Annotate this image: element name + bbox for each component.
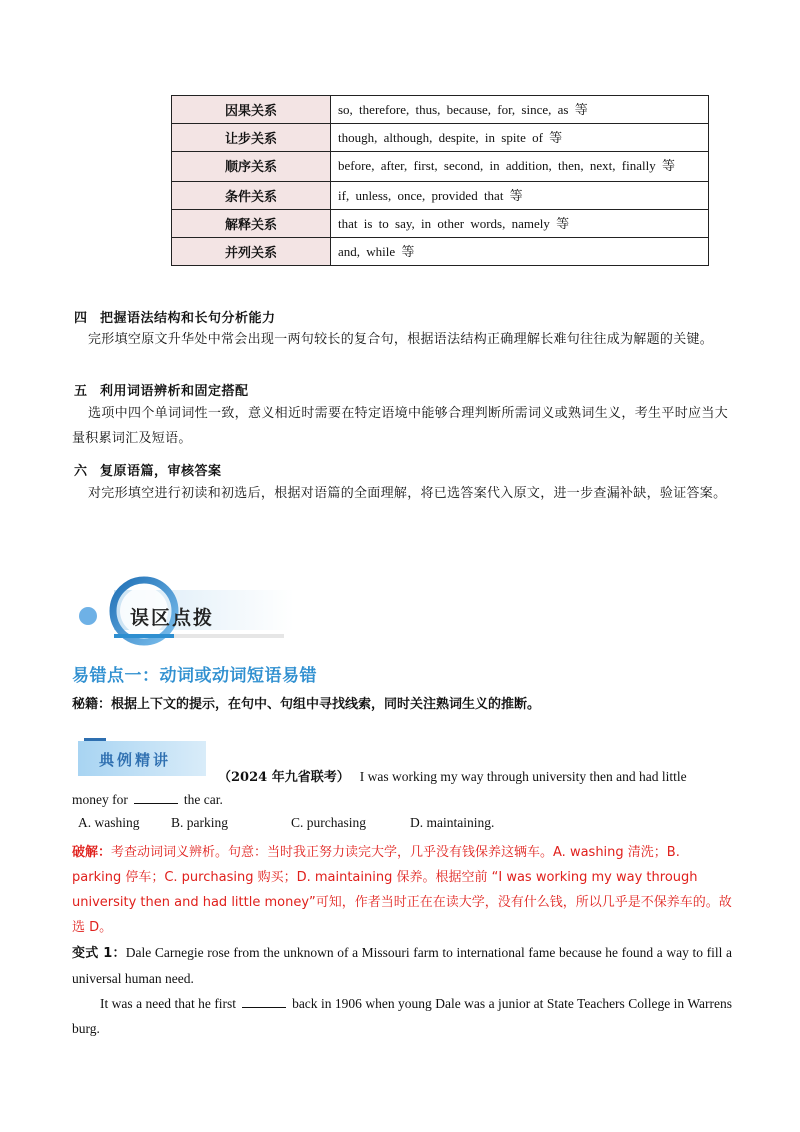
examples-cell: so, therefore, thus, because, for, since, as 等 xyxy=(331,96,709,124)
analysis-label: 破解： xyxy=(72,845,112,860)
example-sentence-line1 xyxy=(218,766,687,785)
section-title: 复原语篇，审核答案 xyxy=(100,464,222,479)
example-badge-label: 典例精讲 xyxy=(99,751,172,769)
examples-cell: and, while 等 xyxy=(331,238,709,266)
section-title: 把握语法结构和长句分析能力 xyxy=(100,311,276,326)
examples-cell: before, after, first, second, in addition, then, next, finally 等 xyxy=(331,152,709,182)
table-row xyxy=(172,124,709,152)
option-c: C. purchasing xyxy=(291,815,366,830)
table-row xyxy=(172,182,709,210)
example-source: （2024 年九省联考） xyxy=(218,770,350,785)
error-point-title: 易错点一：动词或动词短语易错 xyxy=(72,666,317,686)
example-sentence-before-blank: money for xyxy=(72,792,128,807)
answer-blank xyxy=(134,791,178,804)
table-row xyxy=(172,210,709,238)
table-row xyxy=(172,238,709,266)
variant-block xyxy=(72,940,732,1041)
category-cell: 条件关系 xyxy=(172,182,331,210)
examples-cell: if, unless, once, provided that 等 xyxy=(331,182,709,210)
example-sentence-after-blank: the car. xyxy=(183,792,223,807)
section-number: 五 xyxy=(74,384,88,399)
variant-para2-before: It was a need that he first xyxy=(100,996,237,1011)
section-paragraph: 完形填空原文升华处中常会出现一两句较长的复合句，根据语法结构正确理解长难句往往成为解题的关键。 xyxy=(88,332,714,347)
option-b: B. parking xyxy=(171,815,228,830)
example-sentence-line2 xyxy=(72,791,223,808)
section-paragraph: 选项中四个单词词性一致，意义相近时需要在特定语境中能够合理判断所需词义或熟词生义，考生平时应当大量积累词汇及短语。 xyxy=(72,406,728,446)
examples-cell: that is to say, in other words, namely 等 xyxy=(331,210,709,238)
analysis-block xyxy=(72,840,732,940)
variant-label: 变式 1： xyxy=(72,946,126,961)
tip-text: 秘籍：根据上下文的提示，在句中、句组中寻找线索，同时关注熟词生义的推断。 xyxy=(72,697,541,712)
option-d: D. maintaining. xyxy=(410,815,495,830)
variant-para2 xyxy=(72,991,732,1041)
analysis-text: 考查动词词义辨析。句意：当时我正努力读完大学，几乎没有钱保养这辆车。A. washing 清洗；B. parking 停车；C. purchasing 购买；D. maintaining 保养。根据空前 “I was working my way through university then and had little money”可知，作者当时正在在读大学，没有什么钱，所以几乎是不保养车的。故选 D。 xyxy=(72,845,732,935)
banner-title: 误区点拨 xyxy=(130,607,215,629)
category-cell: 解释关系 xyxy=(172,210,331,238)
example-sentence-part1: I was working my way through university then and had little xyxy=(359,769,687,784)
answer-blank xyxy=(242,995,286,1008)
section-number: 四 xyxy=(74,311,88,326)
examples-cell: though, although, despite, in spite of 等 xyxy=(331,124,709,152)
section-paragraph: 对完形填空进行初读和初选后，根据对语篇的全面理解，将已选答案代入原文，进一步查漏补缺，验证答案。 xyxy=(88,486,727,501)
section-title: 利用词语辨析和固定搭配 xyxy=(100,384,249,399)
section-heading xyxy=(74,380,249,399)
variant-para2-after: back in 1906 when young Dale was a junior at State Teachers College in Warrens burg. xyxy=(72,996,732,1036)
section-number: 六 xyxy=(74,464,88,479)
section-heading xyxy=(74,307,276,326)
section-heading xyxy=(74,460,222,479)
category-cell: 并列关系 xyxy=(172,238,331,266)
variant-para1-text: Dale Carnegie rose from the unknown of a Missouri farm to international fame because he found a way to fill a universal human need. xyxy=(72,945,732,986)
table-row xyxy=(172,96,709,124)
category-cell: 因果关系 xyxy=(172,96,331,124)
table-row xyxy=(172,152,709,182)
connector-table xyxy=(171,95,709,266)
option-a: A. washing xyxy=(78,815,140,830)
category-cell: 让步关系 xyxy=(172,124,331,152)
variant-para1 xyxy=(72,940,732,991)
category-cell: 顺序关系 xyxy=(172,152,331,182)
